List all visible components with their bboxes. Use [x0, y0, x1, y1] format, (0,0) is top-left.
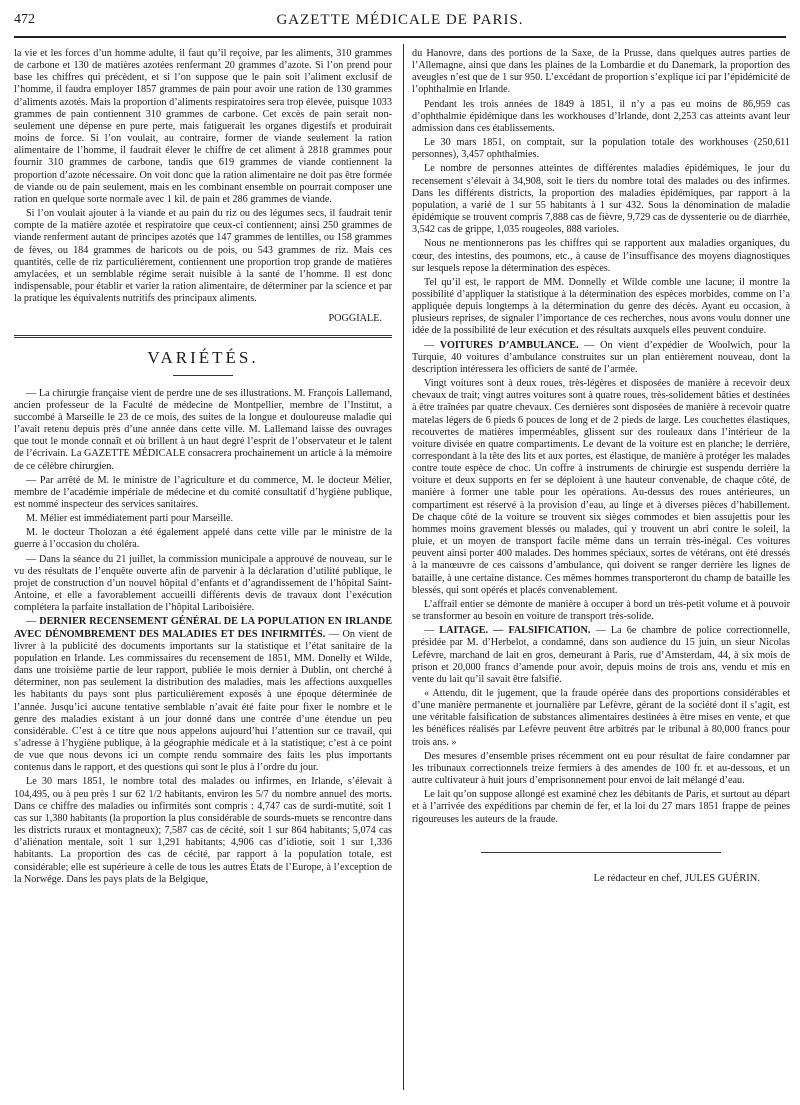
item-body: — On vient d’expédier de Woolwich, pour la Turquie, 40 voitures d’ambulance construites sur un plan entièrement nouveau, dont la description intéressera les officiers de santé de l’armée.: [412, 339, 790, 375]
article-paragraph: Le nombre de personnes atteintes de différentes maladies épidémiques, le jour du recensement s’élevait à 34,908, soit le tiers du nombre total des malades ou des infirmes. Dans les différents districts, la proportion des maladies épidémiques, par rapport à la population, a varié de 1 sur 55 habitants à 1 sur 432. Sous la dénomination de maladie épidémique se trouvent compris 7,888 cas de fièvre, 9,729 cas de dyssenterie ou de diarrhée, 3,542 cas de grippe, 1,035 rougeoles, 888 varioles.: [412, 163, 790, 236]
article-paragraph: Des mesures d’ensemble prises récemment ont eu pour résultat de faire condamner par les tribunaux correctionnels treize fermiers à des amendes de 100 fr. et au-dessous, et un autre cultivateur à huit jours d’emprisonnement pour envoi de lait mélangé d’eau.: [412, 750, 790, 787]
title-underline: [173, 375, 233, 376]
news-item: — La chirurgie française vient de perdre une de ses illustrations. M. François Lallemand, ancien professeur de la Faculté de médecine de Montpellier, membre de l’Institut, a succombé à Marseille le 23 de ce mois, des suites de la longue et douloureuse maladie qui l’avait retenu depuis près d’une année dans cette ville. M. Lallemand laisse des ouvrages que tout le monde connaît et où brillent à un haut degré l’esprit de l’observateur et le talent de l’écrivain. La GAZETTE MÉDICALE consacrera prochainement un article à la mémoire de ce célèbre chirurgien.: [14, 387, 392, 472]
left-column: [14, 48, 392, 888]
news-item-ambulance: — VOITURES D’AMBULANCE. — On vient d’expédier de Woolwich, pour la Turquie, 40 voitures d’ambulance construites sur un plan entièrement nouveau, dont la description intéressera les officiers de santé de l’armée.: [412, 339, 790, 375]
article-paragraph: Pendant les trois années de 1849 à 1851, il n’y a pas eu moins de 86,959 cas d’ophthalmie épidémique dans les workhouses d’Irlande, dont 2,253 cas atteints avant leur admission dans ces établissements.: [412, 98, 790, 134]
article-paragraph: Vingt voitures sont à deux roues, très-légères et disposées de manière à recevoir deux chevaux de trait; vingt autres voitures sont à quatre roues, très-solidement bâties et destinées à être traînées par quatre chevaux. Ces dernières sont disposées de manière à recevoir quatre matelas légers de 6 pieds 6 pouces de long et de 2 pieds de large. Les couchettes élastiques, recouvertes de matières imperméables, glissent sur des rouleaux dans l’intérieur de la voiture divisée en quatre compartiments. Le devant de la voiture est en planche; le derrière, correspondant à la tête des lits et aux portes, est élastique, de manière à protéger les malades contre toute espèce de choc. Un coffre à instruments de chirurgie est suspendu derrière la voiture et deux supports en fer se déploient à une hauteur convenable, de chaque côté, de manière à former une table pour les opérations. Au-dessus des roues antérieures, un compartiment est réservé à la provision d’eau, au linge et à diverses pièces d’habillement. De chaque côté de la voiture se trouvent six sièges commodes et bien assujettis pour les hommes moins gravement blessés ou malades, qui y trouvent un abri contre le soleil, la pluie, et un moyen de transport facile même dans un terrain très-inégal. Ces voitures peuvent ainsi porter 400 malades. Des hommes spéciaux, sortes de vétérans, ont été dressés à la manœuvre de ces caissons d’ambulance, qui doivent se ranger derrière les lignes de bataille, à une certaine distance. Ces mêmes hommes transporteront du champ de bataille les blessés, qui sont opérés et placés convenablement.: [412, 378, 790, 596]
article-paragraph: Si l’on voulait ajouter à la viande et au pain du riz ou des légumes secs, il faudrait tenir compte de la matière azotée et respiratoire que ceux-ci contiennent; ainsi 250 grammes de viande renferment autant de principes azotés que 147 grammes de lentilles, ou 158 grammes de fèves, ou 184 grammes de haricots ou de pois, ou 543 grammes de riz. Mais ces quantités, celle de riz particulièrement, contiennent une proportion trop grande de matières amylacées, et un semblable régime serait nuisible à la santé de l’homme. Il est donc indispensable, pour établir et varier la ration alimentaire, de déterminer par la science et par la pratique les équivalents nutritifs des principaux aliments.: [14, 208, 392, 305]
item-body: — La 6e chambre de police correctionnelle, présidée par M. d’Herbelot, a condamné, dans son audience du 15 juin, un sieur Nicolas Lefèvre, marchand de lait en gros, demeurant à Paris, rue d’Amsterdam, 44, à six mois de prison et 20,000 francs d’amende pour avoir, depuis moins de trois ans, vendu et mis en vente du lait qu’il savait être falsifié.: [412, 625, 790, 685]
news-item: — Par arrêté de M. le ministre de l’agriculture et du commerce, M. le docteur Mélier, membre de l’académie impériale de médecine et du comité consultatif d’hygiène publique, est nommé inspecteur des services sanitaires.: [14, 474, 392, 510]
item-heading: DERNIER RECENSEMENT GÉNÉRAL DE LA POPULATION EN IRLANDE AVEC DÉNOMBREMENT DES MALADIES ET DES INFIRMITÉS.: [14, 616, 393, 640]
section-title: VARIÉTÉS.: [147, 348, 259, 368]
news-item-laitage: — LAITAGE. — FALSIFICATION. — La 6e chambre de police correctionnelle, présidée par M. d’Herbelot, a condamné, dans son audience du 15 juin, un sieur Nicolas Lefèvre, marchand de lait en gros, demeurant à Paris, rue d’Amsterdam, 44, à six mois de prison et 20,000 francs d’amende pour avoir, depuis moins de trois ans, vendu et mis en vente du lait qu’il savait être falsifié.: [412, 625, 790, 685]
right-column: [412, 48, 790, 885]
article-signature: POGGIALE.: [328, 313, 382, 325]
page-number: 472: [14, 12, 35, 27]
item-heading: LAITAGE. — FALSIFICATION.: [439, 625, 591, 637]
closing-rule: [481, 852, 721, 853]
item-heading: VOITURES D’AMBULANCE.: [439, 339, 579, 351]
news-item: M. Mélier est immédiatement parti pour Marseille.: [26, 513, 234, 525]
item-body: — On vient de livrer à la publicité des documents importants sur la statistique et l’état sanitaire de la population en Irlande. Les commissaires du recensement de 1851, MM. Donelly et Wilde, dans une troisième partie de leur rapport, publiée le mois dernier à Dublin, ont cherché à déterminer, non pas seulement la distribution des maladies, mais les affections auxquelles les habitants du pays sont plus particulièrement exposés à une époque déterminée de l’année. Jusqu’ici aucune tentative semblable n’avait été faite pour fixer le nombre et le genre des maladies existant à un jour donné dans une contrée d’une étendue un peu considérable. C’est à ce titre que nous appelons aujourd’hui l’attention sur ce travail, qui s’adresse à l’hygiène publique, à la géographie médicale et à la statistique; c’est à ce point de vue que nous devons ici un compte rendu sommaire des faits les plus importants contenus dans le rapport, et des questions qui sont le plus à l’ordre du jour.: [14, 628, 393, 774]
article-paragraph: du Hanovre, dans des portions de la Saxe, de la Prusse, dans quelques autres parties de l’Allemagne, ainsi que dans les plaines de la Lombardie et du Danemark, la proportion des aveugles n’est que de 1 sur 950. L’excédant de proportion s’explique ici par l’épidémicité de l’ophthalmie en Irlande.: [412, 48, 790, 96]
news-item: — Dans la séance du 21 juillet, la commission municipale a approuvé de nouveau, sur le vu des résultats de l’enquête ouverte afin de parvenir à la déclaration d’utilité publique, le projet de construction d’un nouvel hôpital d’enfants et d’agrandissement de l’hôpital Saint-Antoine, et elle a favorablement accueilli différents devis de travaux dont l’exécution complétera la parfaite installation de l’hôpital Lariboisière.: [14, 553, 392, 614]
news-item-recensement: — DERNIER RECENSEMENT GÉNÉRAL DE LA POPULATION EN IRLANDE AVEC DÉNOMBREMENT DES MALADIES ET DES INFIRMITÉS. — On vient de livrer à la publicité des documents importants sur la statistique et l’état sanitaire de la population en Irlande. Les commissaires du recensement de 1851, MM. Donelly et Wilde, dans une troisième partie de leur rapport, publiée le mois dernier à Dublin, ont cherché à déterminer, non pas seulement la distribution des maladies, mais les affections auxquelles les habitants du pays sont plus particulièrement exposés à une époque déterminée de l’année. Jusqu’ici aucune tentative semblable n’avait été faite pour fixer le nombre et le genre des maladies existant à un jour donné dans une contrée d’une étendue un peu considérable. C’est à ce titre que nous appelons aujourd’hui l’attention sur ce travail, qui s’adresse à l’hygiène publique, à la géographie médicale et à la statistique; c’est à ce point de vue que nous devons ici un compte rendu sommaire des faits les plus importants contenus dans le rapport, et des questions qui sont le plus à l’ordre du jour.: [14, 616, 393, 774]
news-item: Le 30 mars 1851, le nombre total des malades ou infirmes, en Irlande, s’élevait à 104,495, ou à peu près 1 sur 62 1/2 habitants, environ les 5/7 du nombre annuel des morts. Dans ce chiffre des maladies ou infirmités sont compris : 4,747 cas de surdi-mutité, soit 1 cas sur 1,380 habitants (la proportion la plus considérable de sourds-muets se rencontre dans les districts ruraux et montagneux); 7,587 cas de cécité, soit 1 sur 864 habitants; 5,074 cas d’aliénation mentale, soit 1 sur 1,291 habitants; 4,906 cas d’idiotie, soit 1 sur 1,336 habitants. La proportion des cas de cécité, par rapport à la population totale, est considérable; elle est supérieure à celle de tous les autres États de l’Europe, à l’exception de la Norwége. Dans les pays plats de la Belgique,: [14, 776, 392, 885]
section-divider: [14, 335, 392, 338]
editor-signature: Le rédacteur en chef, JULES GUÉRIN.: [593, 872, 760, 884]
column-divider: [403, 44, 404, 1090]
article-paragraph: Nous ne mentionnerons pas les chiffres qui se rapportent aux maladies organiques, du cœur, des intestins, des poumons, etc., à cause de l’insuffisance des moyens diagnostiques sur lesquels repose la détermination des espèces.: [412, 238, 790, 274]
article-paragraph: Le 30 mars 1851, on comptait, sur la population totale des workhouses (250,611 personnes), 3,457 ophthalmies.: [412, 137, 790, 161]
page-header: [14, 10, 786, 38]
article-paragraph: L’affrail entier se démonte de manière à occuper à bord un très-petit volume et à pouvoir se transformer au besoin en voiture de transport très-solide.: [412, 598, 790, 623]
article-paragraph: Tel qu’il est, le rapport de MM. Donnelly et Wilde comble une lacune; il montre la possibilité d’appliquer la statistique à la détermination des espèces morbides, comme on l’a appliquée depuis longtemps à la détermination du genre des décès. Ayant eu occasion, à plusieurs reprises, de signaler l’importance de ces recherches, nous avons voulu donner une idée de la possibilité de leur exécution et des résultats auxquels elles peuvent conduire.: [412, 276, 790, 337]
news-item: M. le docteur Tholozan a été également appelé dans cette ville par le ministre de la guerre à l’occasion du choléra.: [14, 527, 392, 551]
journal-title: GAZETTE MÉDICALE DE PARIS.: [276, 12, 524, 28]
court-quote: « Attendu, dit le jugement, que la fraude opérée dans des proportions considérables et d’une manière permanente et journalière par Lefèvre, gérant de la société dont il s’agit, est une véritable falsification de substances alimentaires destinées à être mises en vente, et que les bénéfices réalisés par Lefèvre peuvent être arbitrés par le tribunal à 80,000 francs pour trois ans. »: [412, 687, 790, 748]
article-paragraph: Le lait qu’on suppose allongé est examiné chez les débitants de Paris, et surtout au départ et à l’arrivée des expéditions par chemin de fer, et la loi du 27 mars 1851 frappe de peines rigoureuses les auteurs de la fraude.: [412, 789, 790, 825]
article-paragraph: la vie et les forces d’un homme adulte, il faut qu’il reçoive, par les aliments, 310 grammes de carbone et 130 de matières azotées renfermant 20 grammes d’azote. Si l’on prend pour base les chiffres qui précèdent, et si l’on suppose que le pain soit l’aliment exclusif de l’homme, il faudra employer 1857 grammes de pain pour avoir une ration de 130 grammes d’aliments azotés. Mais la proportion d’aliments respiratoires sera trop élevée, puisque 1033 grammes de pain contiennent 310 grammes de carbone. Cet excès de pain serait non-seulement une dépense en pure perte, mais fatiguerait les organes digestifs et produirait moins de force. Si l’on voulait, au contraire, former de viande seulement la ration alimentaire de l’homme, il faudrait élever le chiffre de cet aliment à 2818 grammes pour fournir 310 grammes de carbone, tandis que 619 grammes de viande contiennent la proportion d’azote nécessaire. On voit donc que la ration alimentaire ne doit pas être formée de viande ou de pain seulement, mais en les combinant ensemble on pourrait composer une ration en quelque sorte normale avec 1 kil. de pain et 286 grammes de viande.: [14, 48, 392, 205]
